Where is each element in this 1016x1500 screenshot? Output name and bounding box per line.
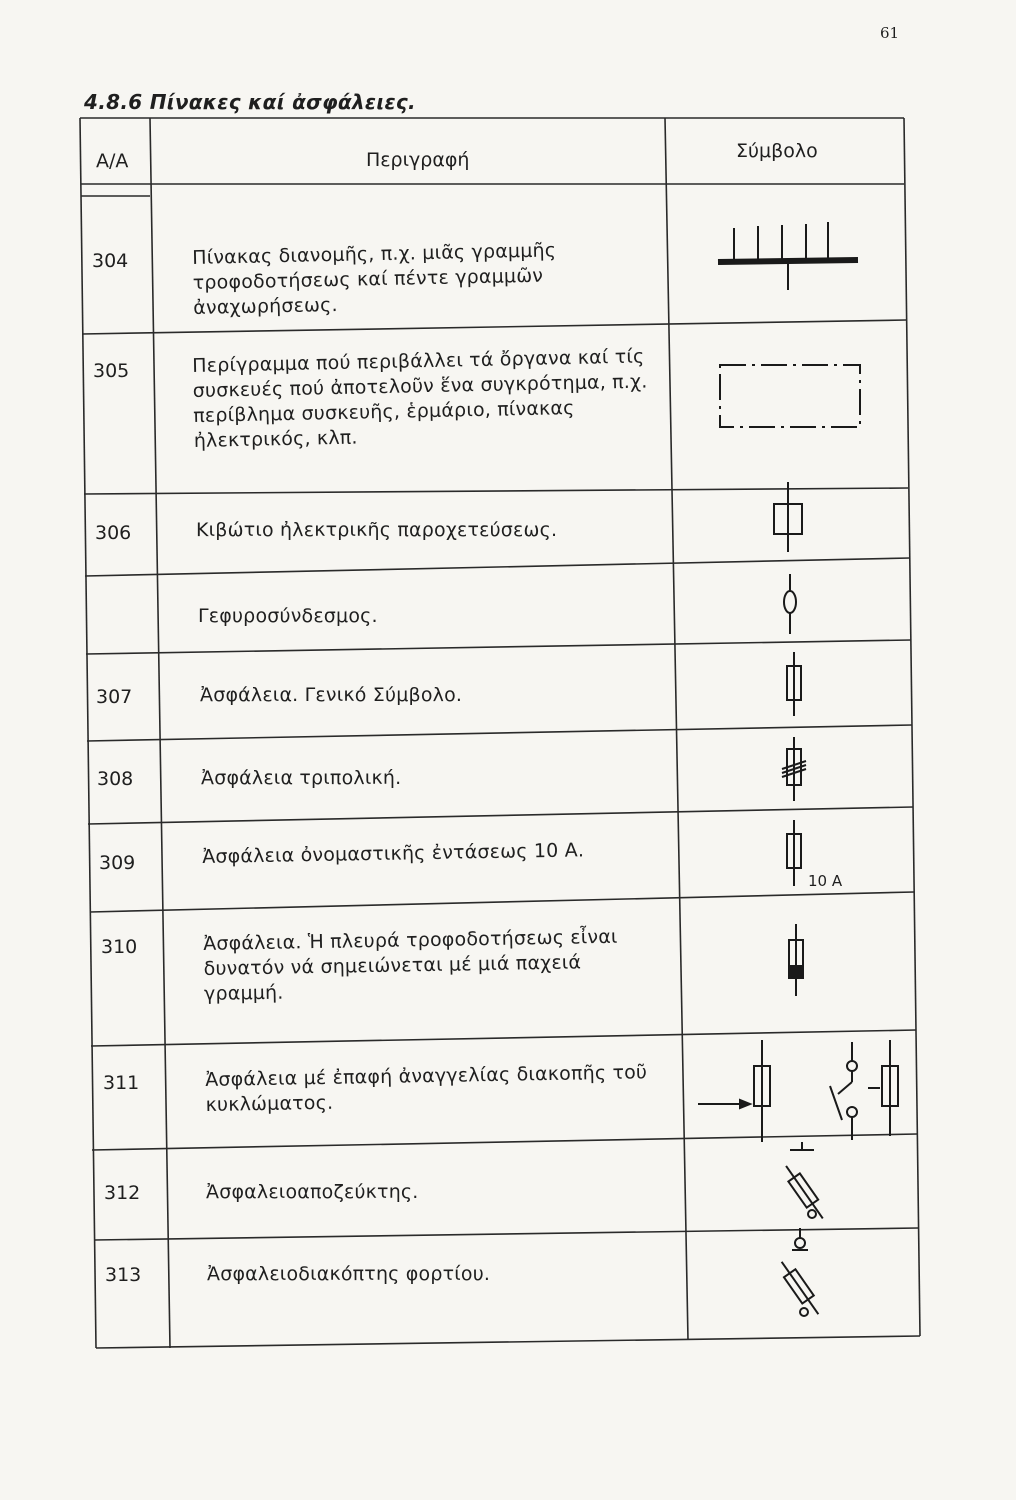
table-border-right <box>904 118 920 1336</box>
row-num: 306 <box>95 522 132 544</box>
row-description: Ἀσφαλειοαποζεύκτης. <box>206 1181 419 1203</box>
row-num: 311 <box>103 1072 140 1094</box>
row-num: 310 <box>101 936 138 958</box>
fuse-switch-symbol <box>764 1226 834 1326</box>
fuse-with-alarm-contact-symbol <box>690 1036 920 1146</box>
table-border-bottom <box>96 1336 920 1348</box>
fuse-supply-side-symbol <box>776 922 816 1002</box>
three-pole-fuse-symbol <box>774 735 824 805</box>
row-num: 305 <box>93 360 130 382</box>
link-symbol <box>770 570 810 640</box>
row-description: Ἀσφάλεια. Ἡ πλευρά τροφοδοτήσεως εἶναι δυνατόν νά σημειώνεται μέ μιά παχειά γραμμή. <box>203 925 618 1005</box>
row-description: Ἀσφάλεια. Γενικό Σύμβολο. <box>200 684 463 706</box>
supply-box-symbol <box>760 478 820 558</box>
section-title: 4.8.6 Πίνακες καί ἀσφάλειες. <box>84 90 416 114</box>
table-border-left <box>80 118 96 1348</box>
row-num: 313 <box>105 1264 142 1286</box>
header-description: Περιγραφή <box>366 149 470 171</box>
header-symbol: Σύμβολο <box>736 140 818 162</box>
fuse-symbol <box>774 650 814 720</box>
row-description: Ἀσφάλεια τριπολική. <box>201 767 402 789</box>
rated-fuse-label: 10 A <box>808 872 843 890</box>
header-num: Α/Α <box>96 150 129 172</box>
row-num: 309 <box>99 852 136 874</box>
row-description: Κιβώτιο ἠλεκτρικῆς παροχετεύσεως. <box>196 519 558 541</box>
page-number: 61 <box>880 24 900 42</box>
row-num: 312 <box>104 1182 141 1204</box>
row-description: Ἀσφάλεια ὀνομαστικῆς ἐντάσεως 10 Α. <box>202 839 585 868</box>
row-description: Ἀσφαλειοδιακόπτης φορτίου. <box>207 1263 491 1285</box>
row-description: Γεφυροσύνδεσμος. <box>198 605 378 627</box>
enclosure-outline-symbol <box>710 355 880 445</box>
fuse-disconnector-symbol <box>770 1138 840 1228</box>
row-description: Περίγραμμα πού περιβάλλει τά ὄργανα καί τίς συσκευές πού ἀποτελοῦν ἕνα συγκρότημα, π.χ. περίβλημα συσκευῆς, ἑρμάριο, πίνακας ἠλεκτρικός, κλπ. <box>192 345 648 452</box>
row-num: 304 <box>92 250 129 272</box>
row-num: 307 <box>96 686 133 708</box>
row-description: Πίνακας διανομῆς, π.χ. μιᾶς γραμμῆς τροφοδοτήσεως καί πέντε γραμμῶν ἀναχωρήσεως. <box>192 239 557 319</box>
column-line-1 <box>150 118 170 1348</box>
row-description: Ἀσφάλεια μέ ἐπαφή ἀναγγελίας διακοπῆς τοῦ κυκλώματος. <box>205 1061 648 1116</box>
distribution-board-symbol <box>700 210 880 300</box>
row-num: 308 <box>97 768 134 790</box>
